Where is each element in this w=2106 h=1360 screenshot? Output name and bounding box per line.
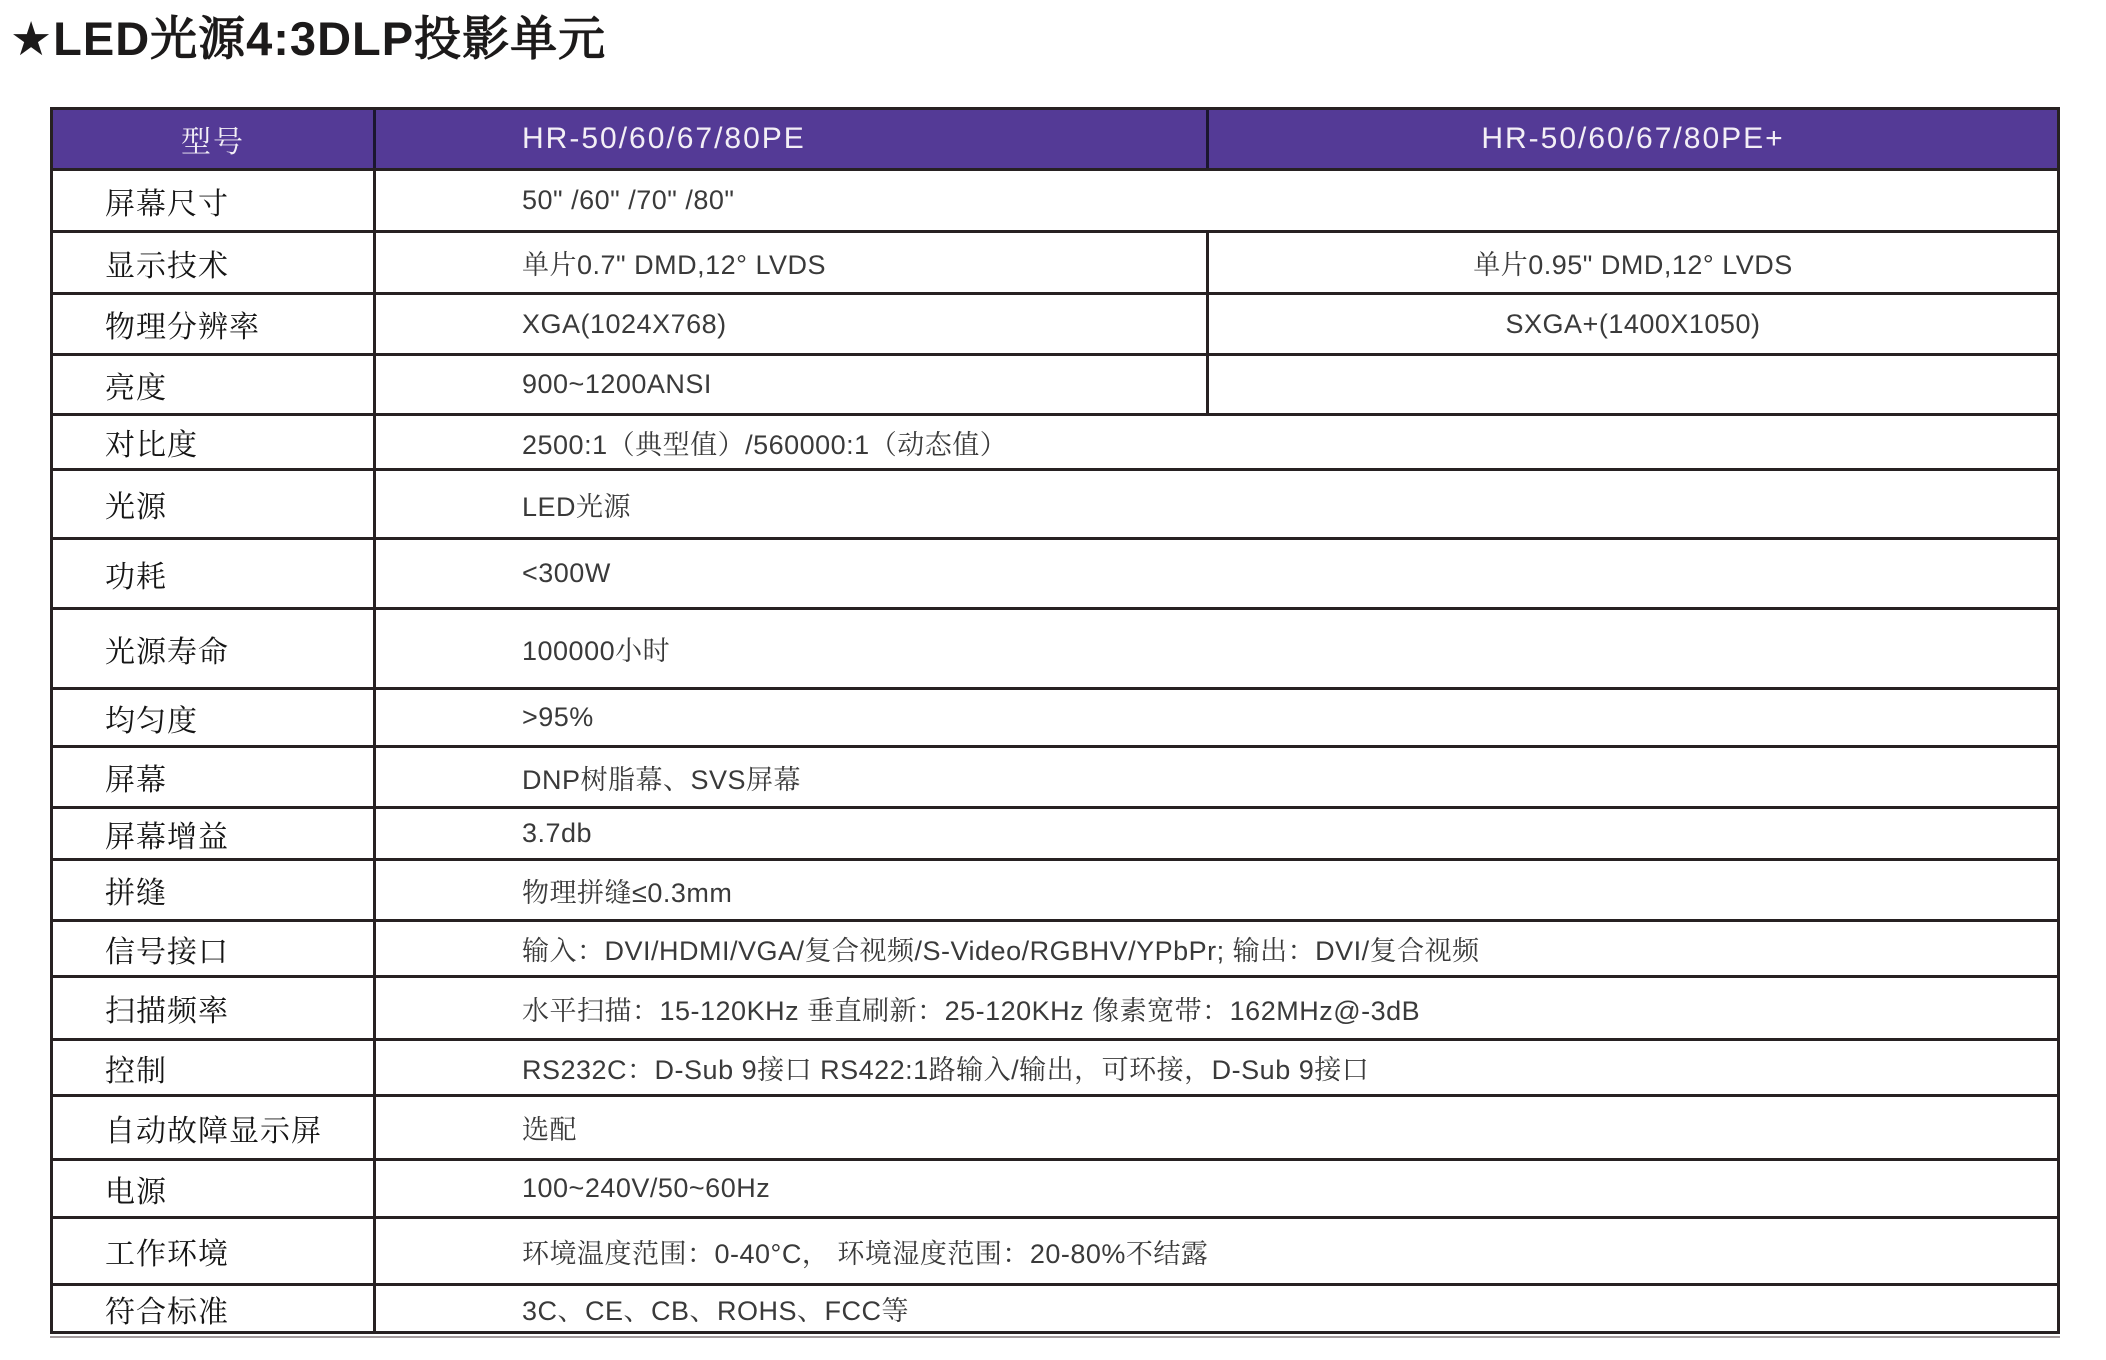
table-row (53, 471, 2057, 540)
spec-value: 水平扫描：15-120KHz 垂直刷新：25-120KHz 像素宽带：162MHz@-3dB (522, 995, 1421, 1026)
spec-value-model1: 单片0.7" DMD,12° LVDS (376, 233, 1209, 292)
table-row (53, 748, 2057, 809)
spec-label: 对比度 (53, 416, 376, 468)
spec-label: 屏幕增益 (53, 809, 376, 858)
table-row (53, 1219, 2057, 1286)
table-row (53, 690, 2057, 748)
table-row (53, 1161, 2057, 1219)
spec-value: 输入：DVI/HDMI/VGA/复合视频/S-Video/RGBHV/YPbPr; 输出：DVI/复合视频 (522, 936, 1480, 966)
table-row (53, 540, 2057, 610)
spec-label: 扫描频率 (53, 978, 376, 1038)
table-row (53, 171, 2057, 233)
spec-label: 自动故障显示屏 (53, 1097, 376, 1158)
header-model-1: HR-50/60/67/80PE (376, 110, 1209, 168)
table-row (53, 978, 2057, 1041)
spec-value: 3C、CE、CB、ROHS、FCC等 (522, 1296, 910, 1326)
spec-label: 亮度 (53, 356, 376, 413)
table-row (53, 356, 2057, 416)
spec-value: 100000小时 (522, 636, 671, 666)
spec-label: 电源 (53, 1161, 376, 1216)
spec-value: 选配 (522, 1115, 577, 1145)
spec-value: 100~240V/50~60Hz (522, 1173, 771, 1203)
table-row (53, 416, 2057, 471)
spec-value-model2: 单片0.95" DMD,12° LVDS (1473, 250, 1793, 280)
spec-value: 环境温度范围：0-40°C， 环境湿度范围：20-80%不结露 (522, 1238, 1209, 1269)
spec-value: 50" /60" /70" /80" (522, 185, 735, 215)
spec-value-model1: XGA(1024X768) (376, 295, 1209, 353)
spec-value: 2500:1（典型值）/560000:1（动态值） (522, 429, 1008, 460)
spec-label: 控制 (53, 1041, 376, 1094)
spec-label: 屏幕尺寸 (53, 171, 376, 230)
table-body (53, 171, 2057, 1331)
spec-value-model2 (1209, 356, 2057, 413)
spec-label: 光源寿命 (53, 610, 376, 687)
table-row (53, 861, 2057, 922)
spec-value-model1: 900~1200ANSI (376, 356, 1209, 413)
table-header-row (53, 110, 2057, 171)
spec-value: LED光源 (522, 491, 632, 522)
spec-label: 信号接口 (53, 922, 376, 975)
spec-label: 工作环境 (53, 1219, 376, 1283)
table-row (53, 1286, 2057, 1331)
spec-label: 符合标准 (53, 1286, 376, 1331)
table-row (53, 809, 2057, 861)
table-row (53, 1041, 2057, 1097)
spec-label: 均匀度 (53, 690, 376, 745)
table-row (53, 295, 2057, 356)
spec-value: <300W (522, 558, 611, 588)
spec-label: 屏幕 (53, 748, 376, 806)
table-row (53, 1097, 2057, 1161)
header-model-label: 型号 (53, 110, 376, 168)
spec-label: 物理分辨率 (53, 295, 376, 353)
page-title: ★LED光源4:3DLP投影单元 (10, 12, 607, 65)
table-row (53, 610, 2057, 690)
spec-value: 3.7db (522, 818, 593, 848)
spec-label: 拼缝 (53, 861, 376, 919)
spec-value: 物理拼缝≤0.3mm (522, 877, 733, 908)
spec-value: RS232C：D-Sub 9接口 RS422:1路输入/输出，可环接，D-Sub 9接口 (522, 1055, 1370, 1085)
header-model-2: HR-50/60/67/80PE+ (1481, 122, 1785, 155)
spec-label: 显示技术 (53, 233, 376, 292)
spec-value: DNP树脂幕、SVS屏幕 (522, 764, 802, 795)
spec-label: 光源 (53, 471, 376, 537)
spec-label: 功耗 (53, 540, 376, 607)
spec-value-model2: SXGA+(1400X1050) (1505, 308, 1761, 339)
table-bottom-rule (50, 1336, 2060, 1338)
table-row (53, 233, 2057, 295)
table-row (53, 922, 2057, 978)
spec-table (50, 107, 2060, 1334)
spec-value: >95% (522, 702, 594, 732)
